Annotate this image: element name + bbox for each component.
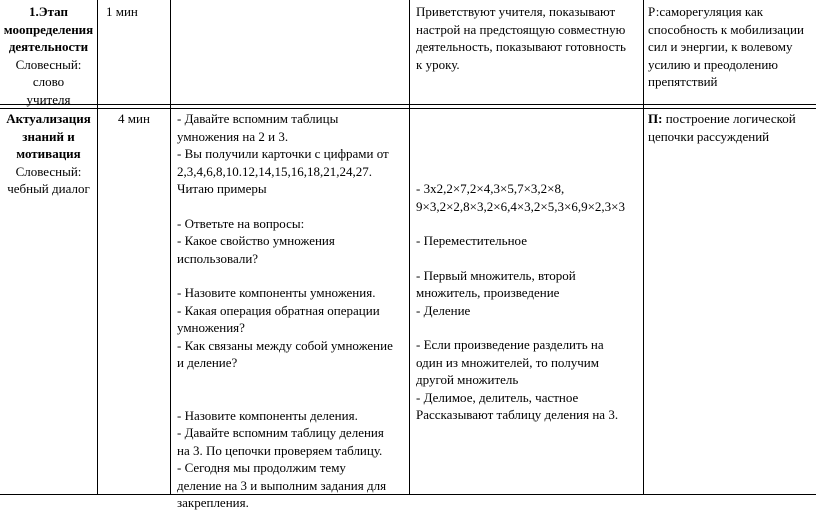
stage-title: Актуализация знаний и мотивация (6, 111, 91, 161)
time-cell-2 (98, 110, 170, 128)
time-cell-1 (106, 3, 166, 21)
column-divider (409, 0, 410, 495)
column-divider (170, 0, 171, 495)
stage-cell-1 (0, 3, 97, 108)
stage-title: 1.Этап моопределения деятельности (3, 4, 94, 54)
uud-cell-1 (648, 3, 814, 91)
row-divider (0, 108, 816, 109)
teacher-block-1: - Давайте вспомним таблицы умножения на 2 и 3. - Вы получили карточки с цифрами от 2,3,4,6,8,10.12,14,15,16,18,21,24,27. Читаю примеры (177, 111, 389, 196)
students-block-2: - Переместительное (416, 233, 527, 248)
teacher-block-4: - Назовите компоненты деления. - Давайте вспомним таблицу деления на 3. По цепочки проверяем таблицу. - Сегодня мы продолжим тему деление на 3 и выполним задания для закрепления. (177, 407, 387, 510)
students-block-4: - Если произведение разделить на один из множителей, то получим другой множитель - Делимое, делитель, частное Рассказывают таблицу деления на 3. (416, 337, 619, 422)
students-block-1: - 3х2,2×7,2×4,3×5,7×3,2×8, 9×3,2×2,8×3,2×6,4×3,2×5,3×6,9×2,3×3 (416, 181, 625, 214)
table-bottom-border (0, 494, 816, 495)
uud-text: Р:саморегуляция как способность к мобилизации сил и энергии, к волевому усилию и преодолению препятствий (648, 4, 804, 89)
time-value: 1 мин (106, 4, 138, 19)
students-cell-1 (416, 3, 642, 73)
teacher-cell-2 (177, 110, 407, 512)
column-divider (643, 0, 644, 495)
stage-cell-2 (0, 110, 97, 198)
students-activity: Приветствуют учителя, показывают настрой на предстоящую совместную деятельность, показывают готовность к уроку. (416, 4, 626, 72)
time-value: 4 мин (118, 111, 150, 126)
stage-method: Словесный: чебный диалог (7, 163, 90, 196)
row-divider (0, 104, 816, 105)
teacher-block-2: - Ответьте на вопросы: - Какое свойство умножения использовали? (177, 215, 335, 266)
students-cell-2 (416, 180, 642, 424)
students-block-3: - Первый множитель, второй множитель, произведение - Деление (416, 267, 576, 318)
uud-cell-2 (648, 110, 814, 145)
teacher-block-3: - Назовите компоненты умножения. - Какая операция обратная операции умножения? - Как связаны между собой умножение и деление? (177, 285, 393, 370)
uud-text: построение логической цепочки рассуждений (648, 111, 796, 144)
uud-label: П: (648, 111, 663, 126)
stage-method: Словесный: слово учителя (15, 56, 82, 107)
column-divider (97, 0, 98, 495)
